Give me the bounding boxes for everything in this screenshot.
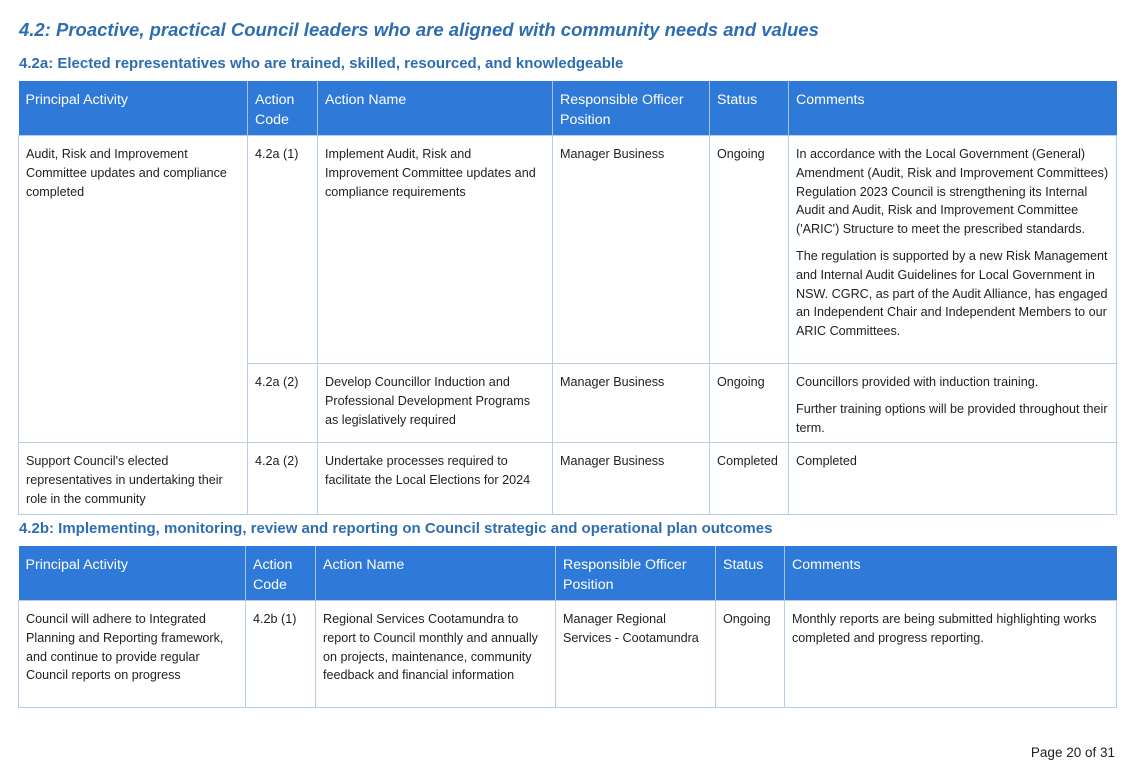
cell-officer: Manager Regional Services - Cootamundra <box>556 601 716 708</box>
cell-status: Ongoing <box>710 136 789 364</box>
cell-action: Develop Councillor Induction and Professional Development Programs as legislatively required <box>318 364 553 443</box>
cell-comments <box>789 443 1117 514</box>
cell-comments <box>785 601 1117 708</box>
col-comments: Comments <box>789 81 1117 136</box>
page-number: Page 20 of 31 <box>1030 745 1115 760</box>
cell-status: Completed <box>710 443 789 514</box>
cell-status: Ongoing <box>710 364 789 443</box>
col-action-name: Action Name <box>318 81 553 136</box>
col-action-name: Action Name <box>316 546 556 601</box>
col-responsible-officer: Responsible Officer Position <box>553 81 710 136</box>
col-status: Status <box>710 81 789 136</box>
cell-activity: Council will adhere to Integrated Planning and Reporting framework, and continue to provide regular Council reports on progress <box>19 601 246 708</box>
comment-paragraph: Councillors provided with induction training. <box>796 375 1039 389</box>
table-header <box>19 546 1117 601</box>
cell-comments <box>789 136 1117 364</box>
section-b-table <box>18 546 1117 708</box>
col-action-code: Action Code <box>248 81 318 136</box>
comment-paragraph: Completed <box>796 454 857 469</box>
comment-paragraph: Monthly reports are being submitted highlighting works completed and progress reporting. <box>792 612 1097 645</box>
col-principal-activity: Principal Activity <box>19 546 246 601</box>
col-comments: Comments <box>785 546 1117 601</box>
cell-status: Ongoing <box>716 601 785 708</box>
cell-action: Undertake processes required to facilitate the Local Elections for 2024 <box>318 443 553 514</box>
section-b-title: 4.2b: Implementing, monitoring, review and reporting on Council strategic and operational plan outcomes <box>19 520 773 537</box>
section-a-table <box>18 81 1117 515</box>
cell-code: 4.2a (1) <box>248 136 318 364</box>
comment-paragraph: The regulation is supported by a new Risk Management and Internal Audit Guidelines for Local Government in NSW. CGRC, as part of the Audit Alliance, has engaged an Independent Chair and Independent Members to our ARIC Committees. <box>796 248 1108 339</box>
table-row <box>19 443 1117 514</box>
col-responsible-officer: Responsible Officer Position <box>556 546 716 601</box>
col-status: Status <box>716 546 785 601</box>
cell-officer: Manager Business <box>553 443 710 514</box>
comment-paragraph: Further training options will be provided throughout their term. <box>796 401 1108 435</box>
col-action-code: Action Code <box>246 546 316 601</box>
cell-action: Implement Audit, Risk and Improvement Committee updates and compliance requirements <box>318 136 553 364</box>
cell-officer: Manager Business <box>553 364 710 443</box>
table-row <box>19 601 1117 708</box>
cell-comments <box>789 364 1117 443</box>
table-row <box>19 136 1117 364</box>
cell-activity: Audit, Risk and Improvement Committee updates and compliance completed <box>19 136 248 443</box>
col-principal-activity: Principal Activity <box>19 81 248 136</box>
comment-paragraph: In accordance with the Local Government (General) Amendment (Audit, Risk and Improvement Committees) Regulation 2023 Council is strengthening its Internal Audit and Audit, Risk and Improvement Committee ('ARIC') Structure to meet the prescribed standards. <box>796 147 1109 237</box>
cell-code: 4.2b (1) <box>246 601 316 708</box>
page-heading: 4.2: Proactive, practical Council leaders who are aligned with community needs and values <box>19 19 819 40</box>
cell-officer: Manager Business <box>553 136 710 364</box>
table-header <box>19 81 1117 136</box>
section-a-title: 4.2a: Elected representatives who are trained, skilled, resourced, and knowledgeable <box>19 55 624 72</box>
cell-code: 4.2a (2) <box>248 364 318 443</box>
cell-action: Regional Services Cootamundra to report to Council monthly and annually on projects, maintenance, community feedback and financial information <box>316 601 556 708</box>
cell-code: 4.2a (2) <box>248 443 318 514</box>
cell-activity: Support Council's elected representatives in undertaking their role in the community <box>19 443 248 514</box>
